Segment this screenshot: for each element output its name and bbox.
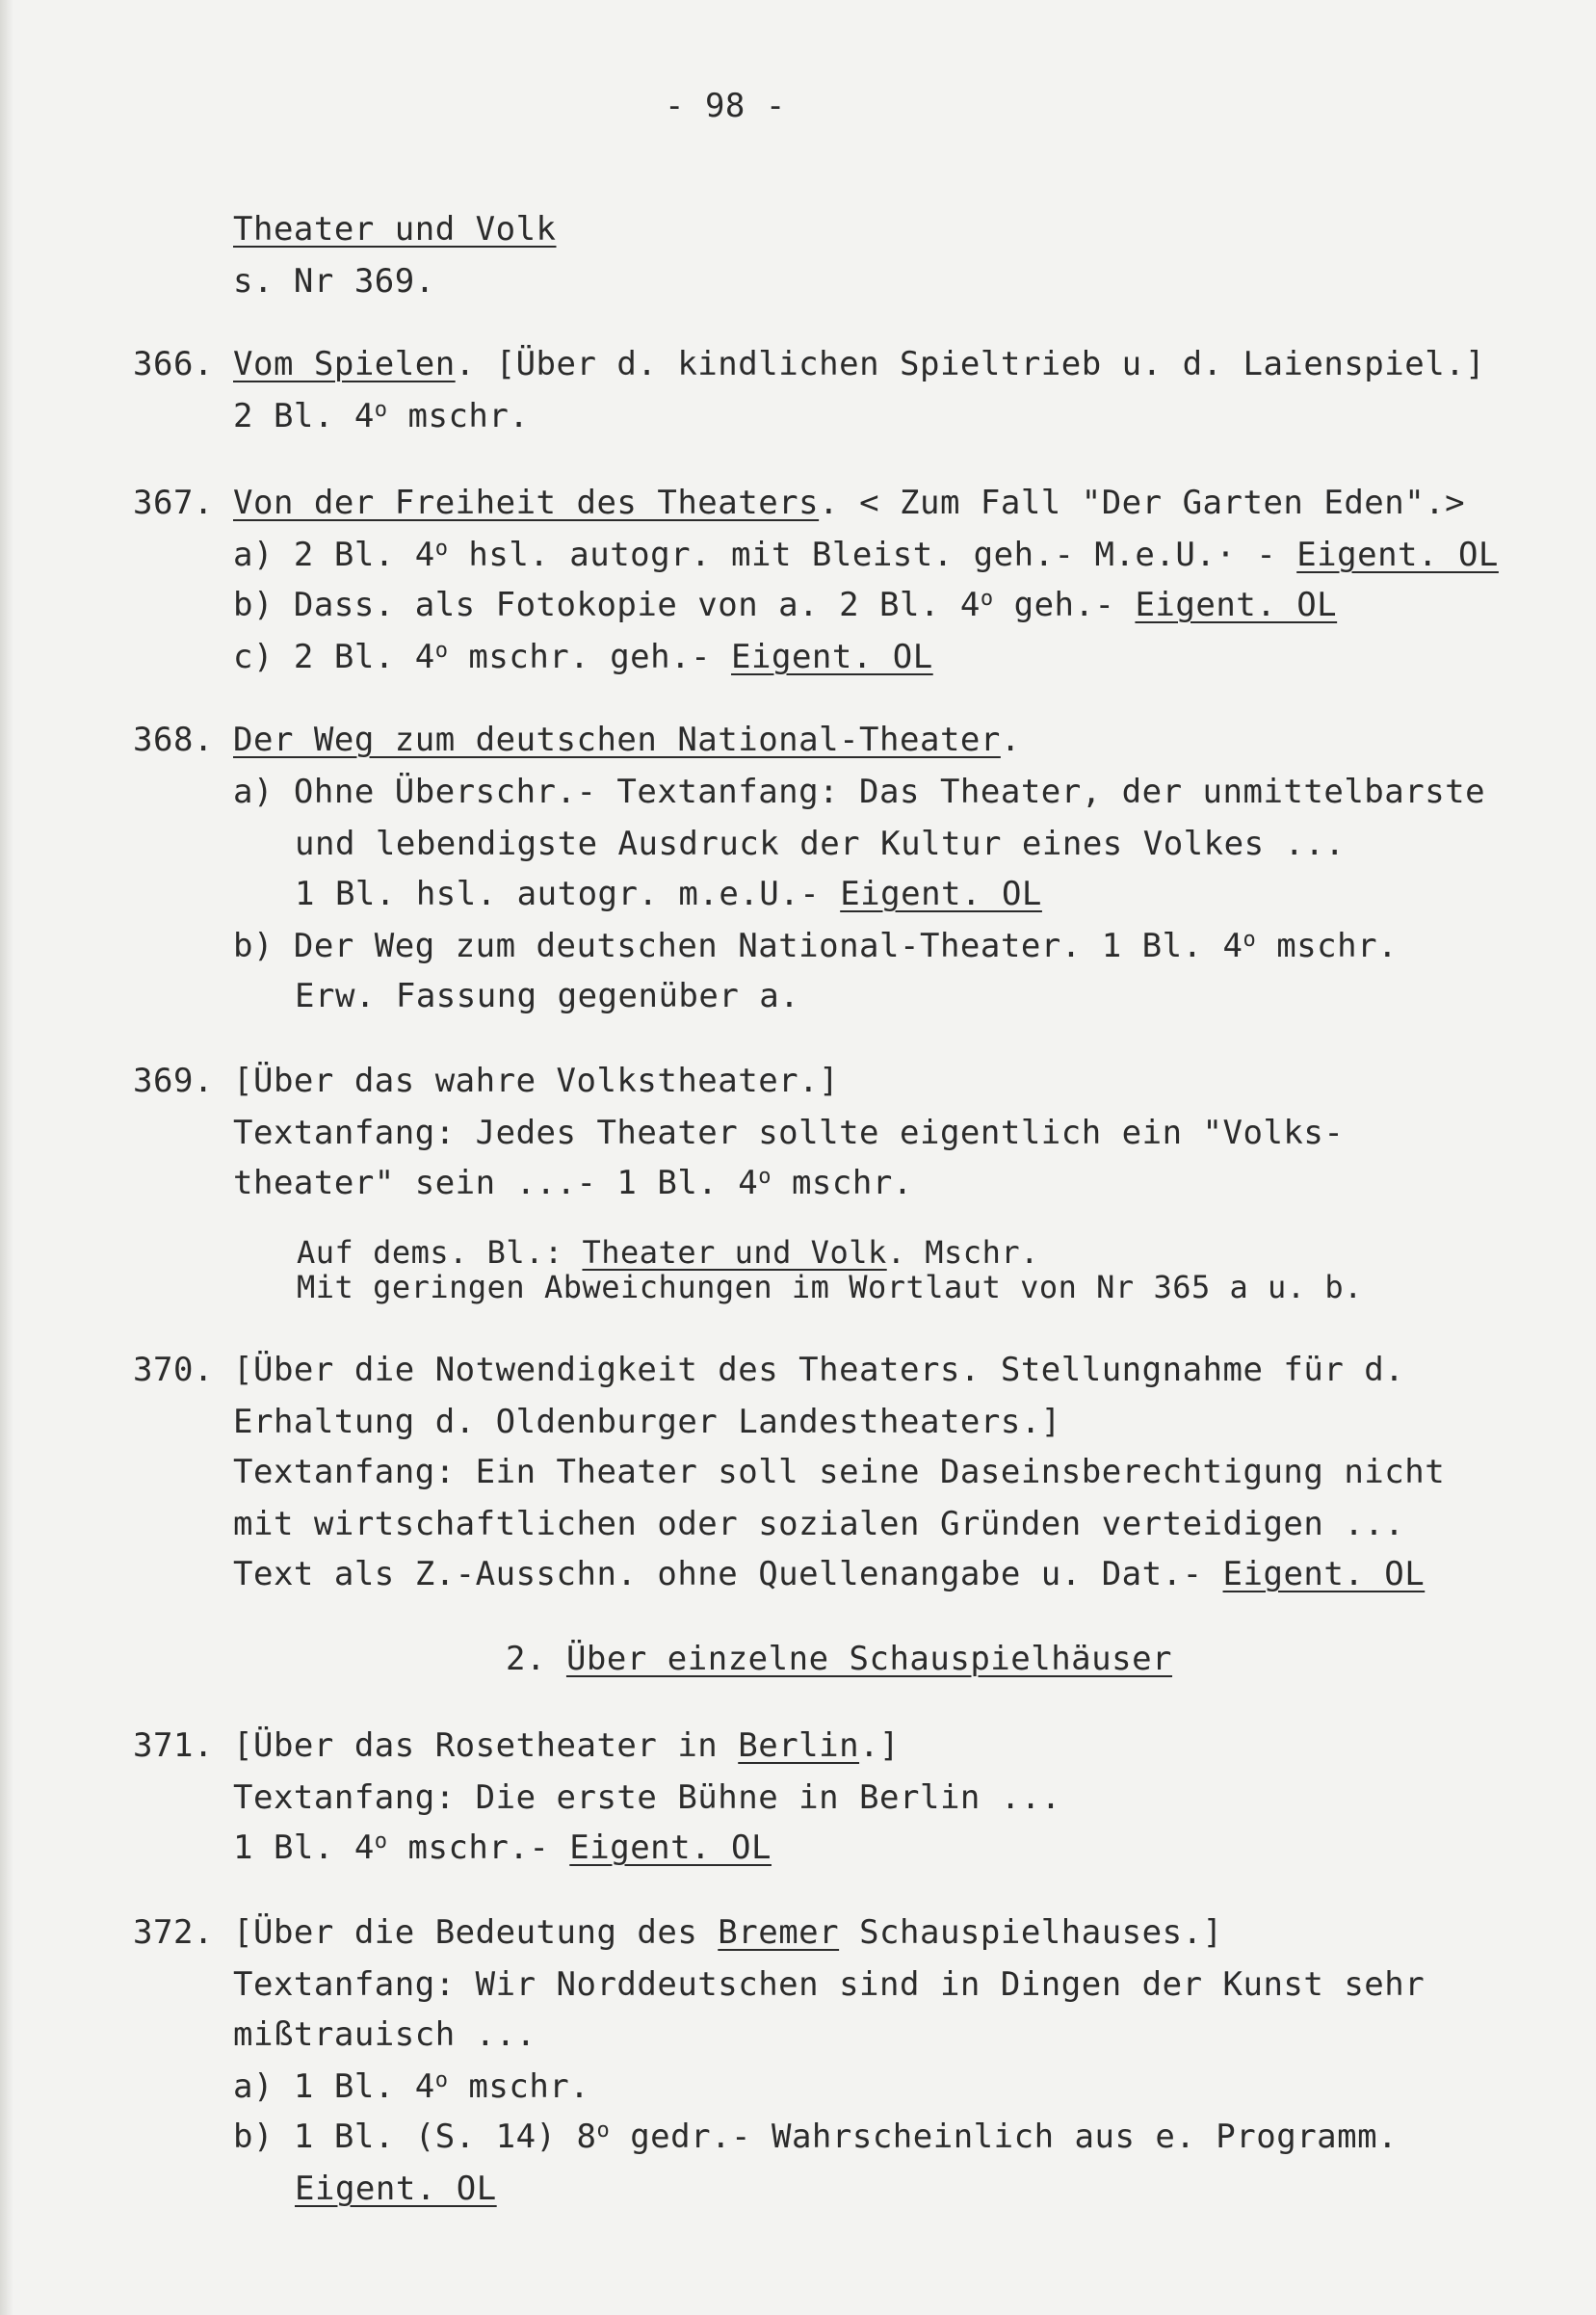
ownership-mark: Eigent. OL (1296, 536, 1499, 574)
ownership-mark: Eigent. OL (731, 638, 933, 676)
entry-369-line-1: [Über das wahre Volkstheater.] (233, 1062, 840, 1100)
entry-368-variant-a: a) Ohne Überschr.- Textanfang: Das Theater, der unmittelbarste (233, 773, 1486, 811)
entry-title: Der Weg zum deutschen National-Theater (233, 721, 1001, 759)
ownership-mark: Eigent. OL (1222, 1555, 1426, 1593)
entry-372-variant-a: a) 1 Bl. 4$^o$ mschr. (233, 2067, 590, 2106)
entry-372-ownership (295, 2170, 497, 2208)
entry-number: 370. (133, 1351, 214, 1389)
intro-ref: s. Nr 369. (233, 262, 435, 301)
ownership-mark: Eigent. OL (840, 875, 1042, 913)
section-heading-title: Über einzelne Schauspielhäuser (565, 1640, 1173, 1678)
entry-369-note-1: Auf dems. Bl.: Theater und Volk. Mschr. (297, 1234, 1039, 1271)
entry-title: Theater und Volk (582, 1234, 887, 1271)
entry-369-line-3: theater" sein ...- 1 Bl. 4$^o$ mschr. (233, 1164, 913, 1202)
entry-number: 369. (133, 1062, 214, 1100)
ownership-mark: Eigent. OL (295, 2170, 497, 2208)
entry-372-line-1: [Über die Bedeutung des Bremer Schauspielhauses.] (233, 1913, 1223, 1952)
entry-number: 372. (133, 1913, 214, 1952)
entry-368-variant-b: b) Der Weg zum deutschen National-Theater. 1 Bl. 4$^o$ mschr. (233, 927, 1399, 965)
entry-370-line-2: Erhaltung d. Oldenburger Landestheaters.] (233, 1403, 1061, 1441)
entry-369-line-2: Textanfang: Jedes Theater sollte eigentlich ein "Volks- (233, 1114, 1345, 1152)
entry-367-variant-b: b) Dass. als Fotokopie von a. 2 Bl. 4$^o$ geh.- Eigent. OL (233, 586, 1338, 624)
entry-370-line-1: [Über die Notwendigkeit des Theaters. Stellungnahme für d. (233, 1351, 1405, 1389)
entry-368-variant-a-extent: 1 Bl. hsl. autogr. m.e.U.- Eigent. OL (295, 875, 1042, 913)
entry-number: 371. (133, 1726, 214, 1765)
entry-371-line-2: Textanfang: Die erste Bühne in Berlin ... (233, 1778, 1061, 1817)
entry-371-line-3: 1 Bl. 4$^o$ mschr.- Eigent. OL (233, 1828, 772, 1867)
entry-number: 366. (133, 345, 214, 383)
ownership-mark: Eigent. OL (569, 1828, 772, 1867)
entry-title: Vom Spielen (233, 345, 456, 383)
entry-368-variant-a-cont: und lebendigste Ausdruck der Kultur eines Volkes ... (295, 825, 1346, 863)
entry-369-note-2: Mit geringen Abweichungen im Wortlaut von Nr 365 a u. b. (297, 1269, 1363, 1305)
page-number: - 98 - (665, 87, 786, 125)
place-name: Bremer (718, 1913, 840, 1952)
entry-370-line-4: mit wirtschaftlichen oder sozialen Gründen verteidigen ... (233, 1505, 1405, 1543)
place-name: Berlin (738, 1726, 860, 1765)
entry-371-line-1: [Über das Rosetheater in Berlin.] (233, 1726, 901, 1765)
entry-366-line-1: Vom Spielen. [Über d. kindlichen Spieltrieb u. d. Laienspiel.] (233, 345, 1486, 383)
entry-number: 367. (133, 484, 214, 522)
entry-370-line-3: Textanfang: Ein Theater soll seine Daseinsberechtigung nicht (233, 1453, 1446, 1491)
entry-number: 368. (133, 721, 214, 759)
intro-title: Theater und Volk (233, 210, 557, 249)
ownership-mark: Eigent. OL (1135, 586, 1338, 624)
entry-title: Von der Freiheit des Theaters (233, 484, 820, 522)
entry-370-line-5: Text als Z.-Ausschn. ohne Quellenangabe u. Dat.- Eigent. OL (233, 1555, 1426, 1593)
entry-372-line-3: mißtrauisch ... (233, 2015, 536, 2054)
entry-367-line-1: Von der Freiheit des Theaters. < Zum Fall "Der Garten Eden".> (233, 484, 1466, 522)
page-edge-shadow (0, 0, 13, 2315)
entry-366-line-2: 2 Bl. 4$^o$ mschr. (233, 397, 530, 435)
section-heading: 2. Über einzelne Schauspielhäuser (506, 1640, 1173, 1678)
entry-372-line-2: Textanfang: Wir Norddeutschen sind in Dingen der Kunst sehr (233, 1965, 1426, 2004)
entry-368-variant-b-note: Erw. Fassung gegenüber a. (295, 977, 800, 1015)
entry-367-variant-a: a) 2 Bl. 4$^o$ hsl. autogr. mit Bleist. geh.- M.e.U.· - Eigent. OL (233, 536, 1499, 574)
entry-368-line-1: Der Weg zum deutschen National-Theater. (233, 721, 1021, 759)
entry-372-variant-b: b) 1 Bl. (S. 14) 8$^o$ gedr.- Wahrscheinlich aus e. Programm. (233, 2118, 1399, 2156)
entry-367-variant-c: c) 2 Bl. 4$^o$ mschr. geh.- Eigent. OL (233, 638, 933, 676)
